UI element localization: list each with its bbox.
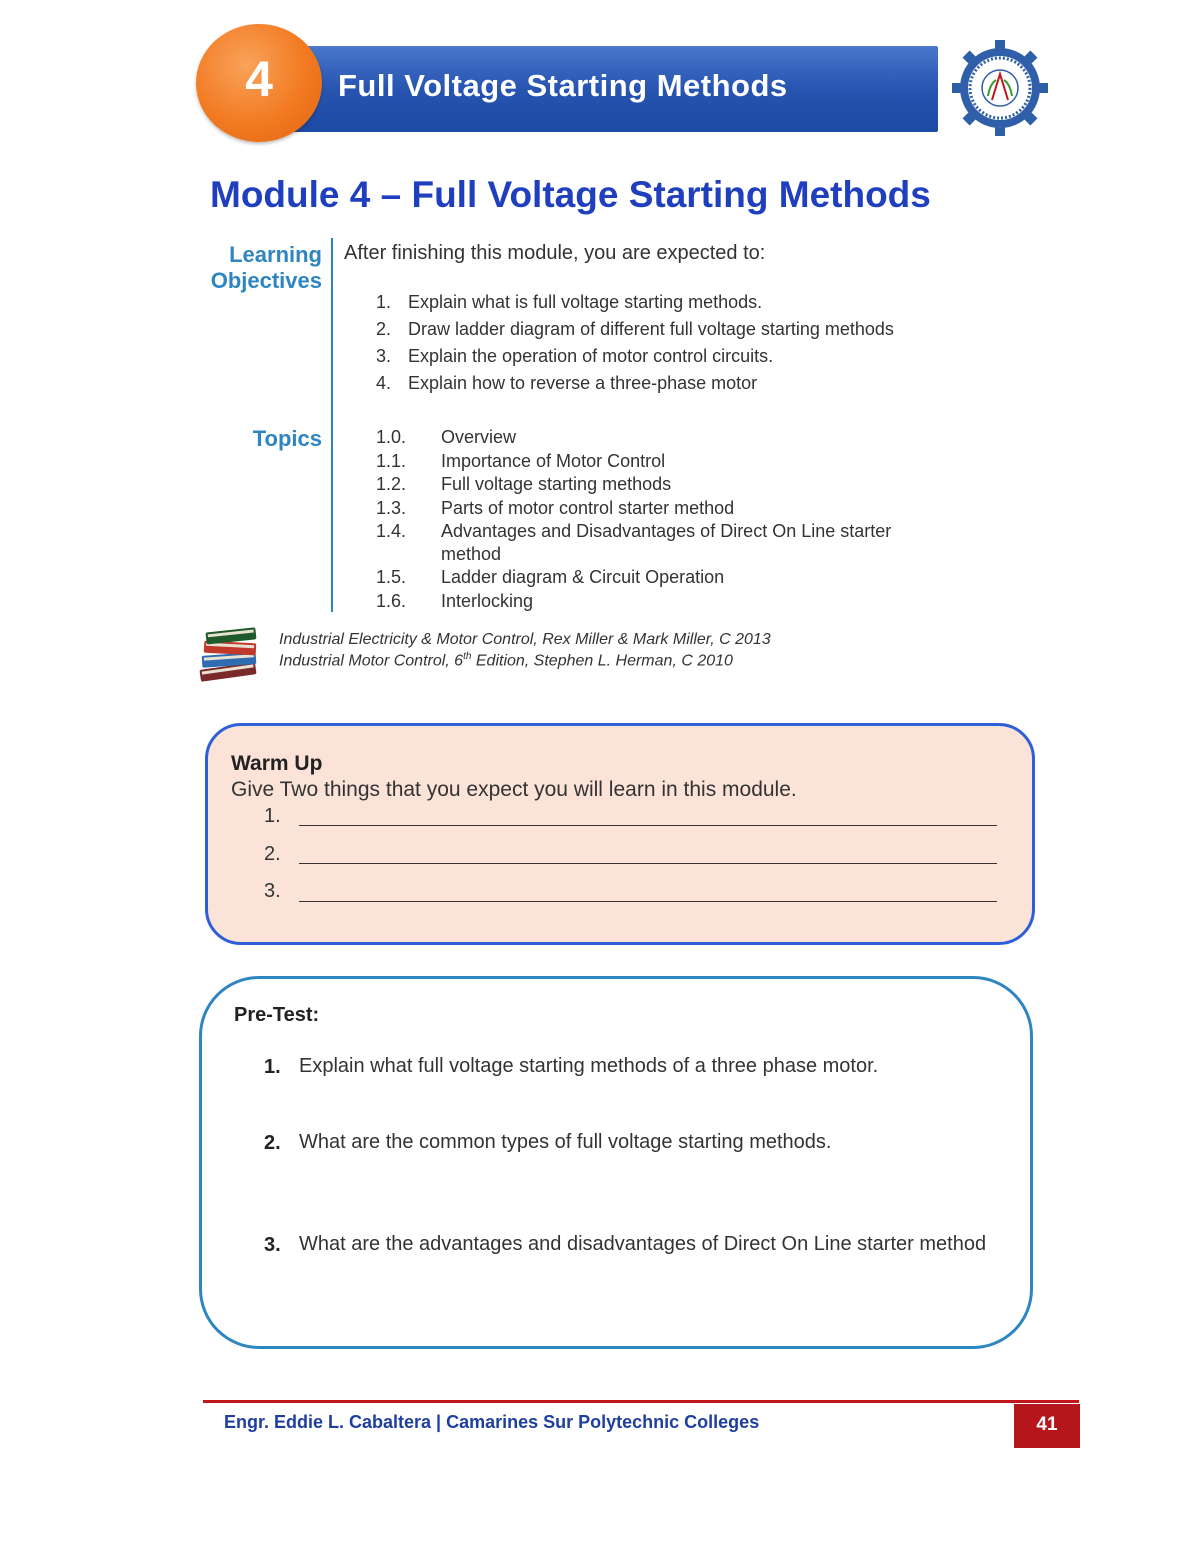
reference-2: Industrial Motor Control, 6th Edition, Stephen L. Herman, C 2010 bbox=[279, 651, 733, 670]
banner-title: Full Voltage Starting Methods bbox=[338, 68, 788, 103]
footer-author: Engr. Eddie L. Cabaltera | Camarines Sur Polytechnic Colleges bbox=[224, 1412, 760, 1432]
pre-test-number: 2. bbox=[264, 1132, 281, 1154]
pre-test-number: 3. bbox=[264, 1234, 281, 1256]
warm-up-instruction: Give Two things that you expect you will learn in this module. bbox=[231, 778, 797, 801]
label-learning-line1: Learning bbox=[229, 242, 322, 267]
objective-item: 3. Explain the operation of motor control circuits. bbox=[376, 346, 774, 366]
objective-item: 1. Explain what is full voltage starting methods. bbox=[376, 292, 763, 312]
topic-text-continued: method bbox=[441, 544, 502, 564]
learning-objectives-label bbox=[122, 242, 322, 294]
topic-number: 1.5. bbox=[376, 567, 407, 587]
college-seal-icon bbox=[952, 40, 1048, 136]
topic-number: 1.3. bbox=[376, 498, 407, 518]
books-icon bbox=[196, 622, 264, 684]
warm-up-number: 3. bbox=[264, 880, 281, 902]
objective-item: 4. Explain how to reverse a three-phase motor bbox=[376, 373, 758, 393]
warm-up-box bbox=[205, 723, 1035, 945]
pre-test-question: Explain what full voltage starting methods of a three phase motor. bbox=[299, 1055, 879, 1077]
warm-up-number: 1. bbox=[264, 805, 281, 827]
topic-text: Full voltage starting methods bbox=[441, 474, 672, 494]
topic-text: Importance of Motor Control bbox=[441, 451, 666, 471]
pre-test-title: Pre-Test: bbox=[234, 1004, 320, 1026]
topic-number: 1.6. bbox=[376, 591, 407, 611]
section-divider bbox=[331, 238, 333, 612]
topic-text: Ladder diagram & Circuit Operation bbox=[441, 567, 725, 587]
module-number: 4 bbox=[245, 51, 273, 107]
page-number: 41 bbox=[1036, 1414, 1058, 1435]
topic-text: Overview bbox=[441, 427, 517, 447]
footer-divider bbox=[203, 1400, 1079, 1403]
label-learning-line2: Objectives bbox=[210, 268, 322, 293]
topic-text: Interlocking bbox=[441, 591, 534, 611]
pre-test-number: 1. bbox=[264, 1056, 281, 1078]
reference-1: Industrial Electricity & Motor Control, Rex Miller & Mark Miller, C 2013 bbox=[279, 631, 771, 648]
pre-test-question: What are the common types of full voltage starting methods. bbox=[299, 1131, 832, 1153]
objective-item: 2. Draw ladder diagram of different full voltage starting methods bbox=[376, 319, 894, 339]
pre-test-question: What are the advantages and disadvantages of Direct On Line starter method bbox=[299, 1233, 987, 1255]
topic-text: Parts of motor control starter method bbox=[441, 498, 735, 518]
warm-up-title: Warm Up bbox=[231, 752, 323, 775]
pre-test-box bbox=[199, 976, 1033, 1349]
topic-number: 1.1. bbox=[376, 451, 407, 471]
warm-up-answer-line[interactable] bbox=[299, 863, 997, 864]
topics-label: Topics bbox=[252, 426, 322, 451]
topic-text: Advantages and Disadvantages of Direct On Line starter bbox=[441, 521, 892, 541]
objectives-intro: After finishing this module, you are expected to: bbox=[344, 242, 766, 264]
warm-up-number: 2. bbox=[264, 843, 281, 865]
topic-number: 1.2. bbox=[376, 474, 407, 494]
topic-number: 1.0. bbox=[376, 427, 407, 447]
warm-up-answer-line[interactable] bbox=[299, 825, 997, 826]
warm-up-answer-line[interactable] bbox=[299, 901, 997, 902]
topic-number: 1.4. bbox=[376, 521, 407, 541]
module-title: Module 4 – Full Voltage Starting Methods bbox=[210, 174, 931, 215]
